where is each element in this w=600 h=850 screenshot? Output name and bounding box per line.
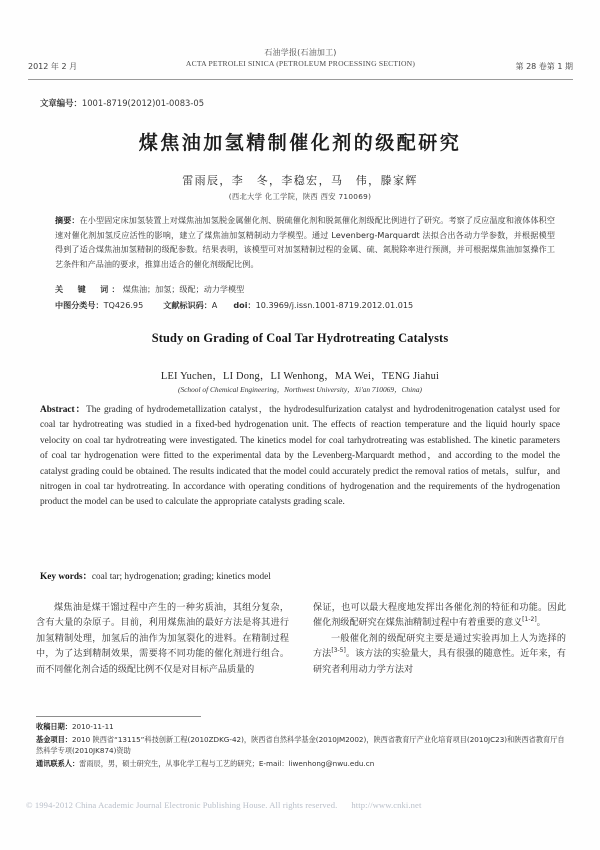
copyright-bar: [26, 800, 586, 810]
abstract-english: [40, 403, 560, 511]
body-columns: [36, 601, 566, 709]
affiliation-english: (School of Chemical Engineering，Northwest University，Xi'an 710069，China): [177, 385, 422, 394]
article-number-value: 1001-8719(2012)01-0083-05: [81, 98, 205, 108]
body-column-right: [313, 601, 566, 709]
authors-chinese: 雷雨辰，李 冬，李稳宏，马 伟，滕家辉: [182, 174, 418, 187]
keywords-text-chinese: 煤焦油；加氢；级配；动力学模型: [122, 284, 245, 294]
article-number: [40, 97, 204, 109]
funding-line: [36, 734, 566, 757]
citation-reference[interactable]: [1-2]: [522, 616, 537, 624]
body-text: 。该方法的实验量大，具有很强的随意性。近年来，有研究者利用动力学方法对: [313, 649, 566, 675]
received-date-value: 2010-11-11: [71, 722, 114, 731]
contact-label: 通讯联系人：: [36, 758, 80, 768]
journal-name-english: ACTA PETROLEI SINICA (PETROLEUM PROCESSING SECTION): [185, 58, 416, 68]
doi-label: doi：: [233, 300, 256, 310]
doi-value[interactable]: 10.3969/j.issn.1001-8719.2012.01.015: [255, 300, 414, 310]
keywords-english: [40, 570, 560, 584]
keywords-label-english: Key words：: [40, 572, 92, 582]
issue-date: 2012 年 2 月: [28, 62, 78, 71]
authors-english: LEI Yuchen，LI Dong，LI Wenhong，MA Wei，TENG Jiahui: [160, 371, 440, 382]
document-code-label: 文献标识码：: [163, 300, 212, 310]
running-head: [28, 48, 573, 78]
abstract-text-chinese: 在小型固定床加氢装置上对煤焦油加氢脱金属催化剂、脱硫催化剂和脱氮催化剂级配比例进行了研究。考察了反应温度和液体体积空速对催化剂加氢反应活性的影响，建立了煤焦油加氢精制动力学模型。通过 Levenberg-Marquardt 法拟合出各动力学参数，并根据模型得到了适合煤焦油加氢精制的级配参数。结果表明，该模型可对加氢精制过程的金属、硫、氮脱除率进行预测，并可根据煤焦油加氢操作工艺条件和产品油的要求，推算出适合的催化剂级配比例。: [55, 215, 555, 269]
abstract-label-english: Abstract：: [40, 405, 87, 415]
body-text: 保证，也可以最大程度地发挥出各催化剂的特征和功能。因此催化剂级配研究在煤焦油精制过程中有着重要的意义: [313, 603, 566, 629]
article-number-label: 文章编号：: [40, 98, 82, 108]
affiliation-chinese: (西北大学 化工学院，陕西 西安 710069): [228, 192, 372, 201]
body-column-left: [36, 601, 289, 709]
keywords-text-english: coal tar; hydrogenation; grading; kinetics model: [91, 572, 271, 582]
body-text: 一般催化剂的级配研究主要是通过实验再加上人为选择的方法: [313, 633, 566, 660]
clc-value: TQ426.95: [103, 300, 144, 310]
body-text-end: 。: [536, 618, 546, 629]
header-divider: [28, 79, 573, 80]
contact-line: [36, 758, 566, 770]
volume-issue: 第 28 卷第 1 期: [515, 62, 573, 71]
body-paragraph: 煤焦油是煤干馏过程中产生的一种劣质油，其组分复杂，含有大量的杂原子。目前，利用煤焦油的最好方法是将其进行加氢精制处理，加氢后的油作为加氢裂化的进料。在精制过程中，为了达到精制效果，需要将不同功能的催化剂进行组合。而不同催化剂合适的级配比例不仅是对目标产品质量的: [36, 603, 289, 675]
abstract-label-chinese: 摘要：: [55, 215, 80, 225]
journal-name-block: [28, 48, 573, 69]
received-date-label: 收稿日期：: [36, 722, 72, 731]
clc-label: 中图分类号：: [55, 300, 104, 310]
citation-reference[interactable]: [3-5]: [331, 647, 346, 655]
copyright-text: © 1994-2012 China Academic Journal Electronic Publishing House. All rights reserved.: [26, 800, 338, 810]
body-paragraph: [313, 632, 566, 678]
document-code-value: A: [211, 300, 218, 310]
abstract-chinese: [55, 213, 555, 271]
keywords-label-chinese: 关 键 词：: [55, 284, 123, 294]
keywords-chinese: [55, 283, 555, 296]
page-title-english: Study on Grading of Coal Tar Hydrotreating Catalysts: [151, 331, 449, 345]
classification-line: [55, 299, 565, 312]
journal-name-chinese: 石油学报(石油加工): [264, 48, 337, 57]
funding-label: 基金项目：: [36, 734, 72, 744]
funding-text: 2010 陕西省“13115”科技创新工程(2010ZDKG-42)，陕西省自然科学基金(2010JM2002)，陕西省教育厅产业化培育项目(2010JC23)和陕西省教育厅自然科学专项(2010JK874)资助: [36, 734, 565, 756]
received-date-line: [36, 721, 566, 733]
footnotes: [36, 721, 566, 770]
footnote-divider: [36, 716, 201, 717]
copyright-url[interactable]: http://www.cnki.net: [351, 800, 422, 810]
body-paragraph: [313, 601, 566, 632]
page-title-chinese: 煤焦油加氢精制催化剂的级配研究: [138, 132, 462, 154]
contact-text: 雷雨辰，男，硕士研究生，从事化学工程与工艺的研究；E-mail：liwenhong@nwu.edu.cn: [79, 758, 375, 768]
abstract-text-english: The grading of hydrodemetallization catalyst，the hydrodesulfurization catalyst and hydrodenitrogenation catalyst used for coal tar hydrotreating was studied in a fixed-bed hydrogenation unit. The effects of reaction temperature and the liquid hourly space velocity on coal tar hydrotreating were investigated. The kinetics model for coal tarhydrotreating was established. The kinetic parameters of coal tar hydrogenation were fitted to the experimental data by the Levenberg-Marquardt method，and according to the model the catalyst grading could be obtained. The results indicated that the model could accurately predict the removal ratios of metals，sulfur，and nitrogen in coal tar hydrotreating. In accordance with operating conditions of hydrogenation and the requirements of the hydrogenation product the model can be used to calculate the appropriate catalysts grading scale.: [40, 405, 560, 508]
